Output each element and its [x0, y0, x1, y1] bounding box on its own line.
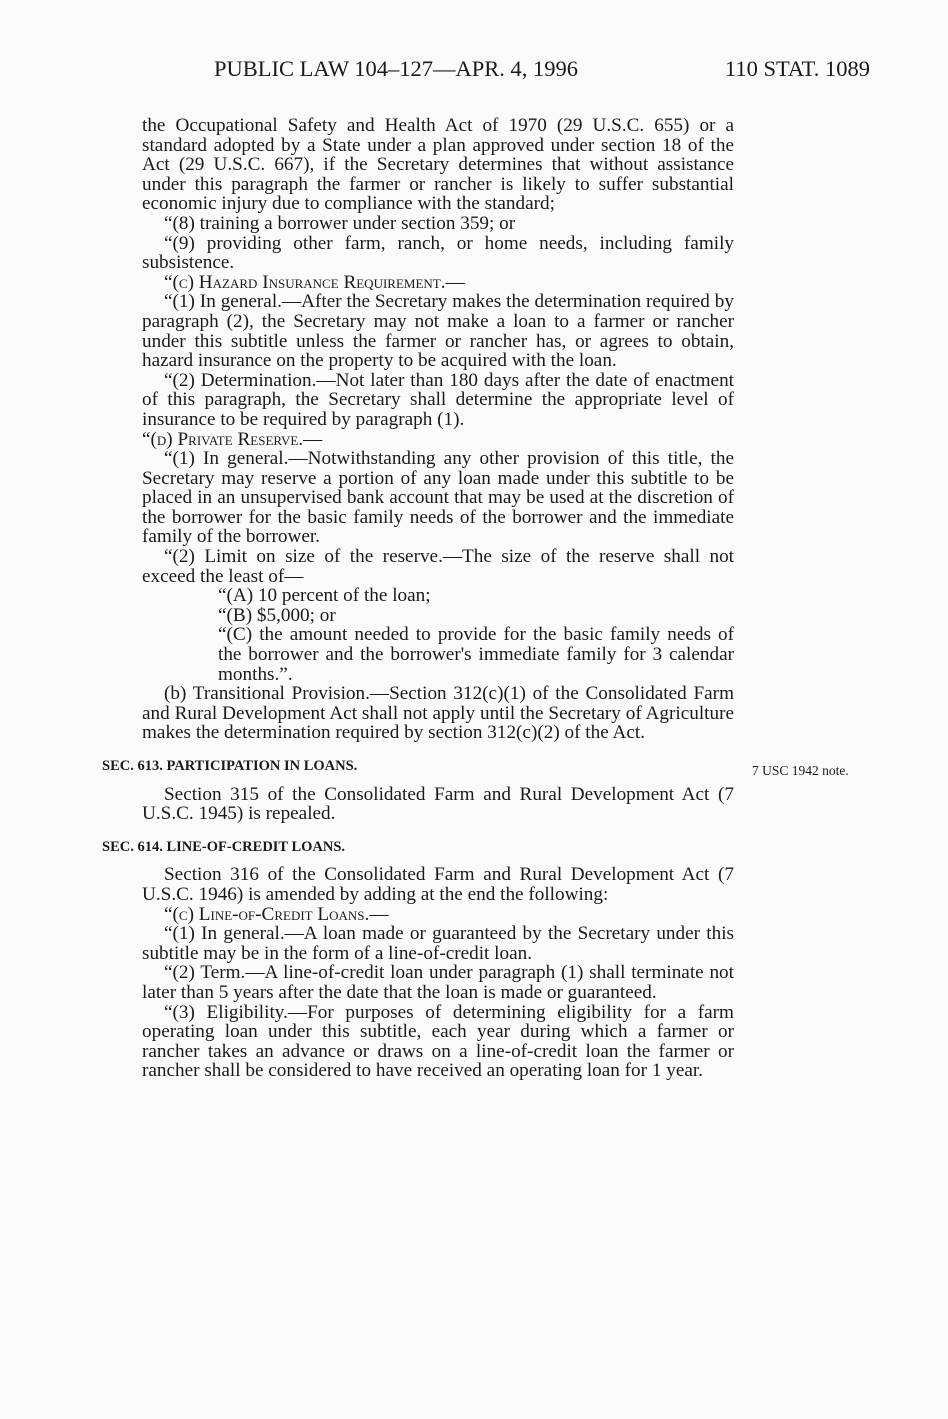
paragraph: “(1) In general.—Notwithstanding any other provision of this title, the Secretary may reserve a portion of any loan made under this subtitle to be placed in an unsupervised bank account that may be used at the discretion of the borrower for the basic family needs of the borrower and the immediate family of the borrower.: [142, 448, 734, 548]
paragraph: “(8) training a borrower under section 359; or: [164, 212, 516, 234]
margin-note: 7 USC 1942 note.: [752, 763, 849, 778]
subsection-heading: “(c) Hazard Insurance Requirement.—: [164, 271, 465, 293]
paragraph: “(1) In general.—A loan made or guaranteed by the Secretary under this subtitle may be in the form of a line-of-credit loan.: [142, 923, 734, 964]
subsection-heading: “(c) Line-of-Credit Loans.—: [164, 903, 389, 925]
paragraph: “(3) Eligibility.—For purposes of determining eligibility for a farm operating loan under this subtitle, each year during which a farmer or rancher takes an advance or draws on a line-of-credit loan the farmer or rancher shall be considered to have received an operating loan for 1 year.: [142, 1001, 734, 1082]
paragraph: (b) Transitional Provision.—Section 312(c)(1) of the Consolidated Farm and Rural Development Act shall not apply until the Secretary of Agriculture makes the determination required by section 312(c)(2) of the Act.: [142, 683, 734, 744]
paragraph: “(1) In general.—After the Secretary makes the determination required by paragraph (2), the Secretary may not make a loan to a farmer or rancher under this subtitle unless the farmer or rancher has, or agrees to obtain, hazard insurance on the property to be acquired with the loan.: [142, 291, 734, 372]
paragraph: the Occupational Safety and Health Act of 1970 (29 U.S.C. 655) or a standard adopted by a State under a plan approved under section 18 of the Act (29 U.S.C. 667), if the Secretary determines that without assistance under this paragraph the farmer or rancher is likely to suffer substantial economic injury due to compliance with the standard;: [142, 115, 734, 215]
paragraph: Section 316 of the Consolidated Farm and Rural Development Act (7 U.S.C. 1946) is amended by adding at the end the following:: [142, 864, 734, 905]
paragraph: Section 315 of the Consolidated Farm and Rural Development Act (7 U.S.C. 1945) is repealed.: [142, 783, 734, 825]
subsection-heading: “(d) Private Reserve.—: [142, 428, 323, 450]
header-citation: PUBLIC LAW 104–127—APR. 4, 1996: [214, 56, 579, 81]
paragraph: “(2) Term.—A line-of-credit loan under paragraph (1) shall terminate not later than 5 years after the date that the loan is made or guaranteed.: [142, 962, 734, 1003]
page-header: [214, 56, 870, 86]
header-page-number: 110 STAT. 1089: [724, 56, 870, 81]
paragraph: “(2) Limit on size of the reserve.—The size of the reserve shall not exceed the least of—: [142, 546, 734, 587]
section-heading: SEC. 614. LINE-OF-CREDIT LOANS.: [102, 838, 346, 855]
list-item: “(A) 10 percent of the loan;: [218, 585, 431, 607]
page-body: [102, 115, 734, 1082]
section-heading: SEC. 613. PARTICIPATION IN LOANS.: [102, 758, 358, 774]
list-item: “(B) $5,000; or: [218, 604, 336, 626]
paragraph: “(9) providing other farm, ranch, or home needs, including family subsistence.: [142, 232, 734, 274]
list-item: “(C) the amount needed to provide for the basic family needs of the borrower and the borrower's immediate family for 3 calendar months.”.: [218, 624, 734, 685]
paragraph: “(2) Determination.—Not later than 180 days after the date of enactment of this paragraph, the Secretary shall determine the appropriate level of insurance to be required by paragraph (1).: [142, 369, 734, 430]
